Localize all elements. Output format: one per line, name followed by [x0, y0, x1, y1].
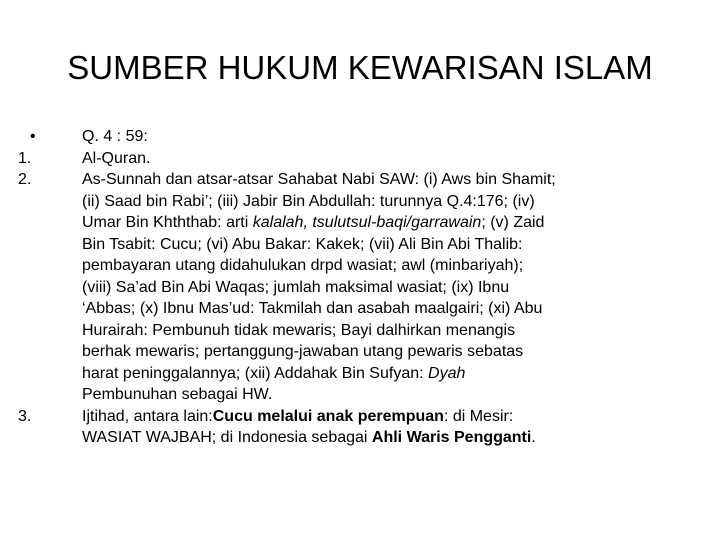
bullet-marker: •	[30, 128, 36, 145]
list-number: 3.	[18, 407, 32, 425]
text-run: Ijtihad, antara lain:	[82, 407, 213, 425]
bullet-item	[18, 126, 698, 148]
list-item-1	[18, 148, 698, 170]
list-item-text	[82, 169, 698, 406]
list-item-3	[18, 406, 698, 449]
text-run: WASIAT WAJBAH; di Indonesia sebagai	[82, 429, 372, 446]
text-run: : di Mesir:	[443, 407, 514, 425]
text-line: berhak mewaris; pertanggung-jawaban utang pewaris sebatas	[82, 343, 524, 360]
text-run: harat peninggalannya; (xii) Addahak Bin Sufyan:	[82, 364, 429, 382]
text-line: ‘Abbas; (x) Ibnu Mas’ud: Takmilah dan asabah maalgairi; (xi) Abu	[82, 300, 543, 317]
list-item-2	[18, 169, 698, 406]
text-line: Bin Tsabit: Cucu; (vi) Abu Bakar: Kakek; (vii) Ali Bin Abi Thalib:	[82, 235, 523, 253]
text-run: .	[531, 429, 536, 446]
text-line: As-Sunnah dan atsar-atsar Sahabat Nabi SAW: (i) Aws bin Shamit;	[82, 171, 556, 188]
slide-title: SUMBER HUKUM KEWARISAN ISLAM	[67, 49, 653, 86]
text-line: Pembunuhan sebagai HW.	[82, 386, 273, 403]
list-number: 1.	[18, 149, 32, 167]
text-run: ; (v) Zaid	[481, 214, 545, 231]
text-line	[82, 363, 698, 385]
bold-term: Ahli Waris Pengganti	[371, 429, 532, 446]
text-line: (ii) Saad bin Rabi’; (iii) Jabir Bin Abdullah: turunnya Q.4:176; (iv)	[82, 192, 535, 210]
text-line	[82, 427, 698, 449]
list-item-text: Al-Quran.	[82, 149, 151, 167]
bold-term: Cucu melalui anak perempuan	[212, 407, 444, 425]
italic-term: kalalah, tsulutsul-baqi/garrawain	[252, 214, 482, 231]
text-line	[82, 212, 698, 234]
list-item-text	[82, 406, 698, 449]
text-line: Hurairah: Pembunuh tidak mewaris; Bayi dalhirkan menangis	[82, 321, 516, 339]
list-number: 2.	[18, 171, 32, 188]
italic-term: Dyah	[428, 364, 466, 382]
bullet-text: Q. 4 : 59:	[82, 128, 148, 145]
text-line: pembayaran utang didahulukan drpd wasiat; awl (minbariyah);	[82, 257, 524, 274]
text-line	[82, 406, 698, 428]
text-line: (viii) Sa’ad Bin Abi Waqas; jumlah maksimal wasiat; (ix) Ibnu	[82, 278, 510, 296]
slide-body	[18, 126, 698, 449]
text-run: Umar Bin Khththab: arti	[82, 214, 253, 231]
